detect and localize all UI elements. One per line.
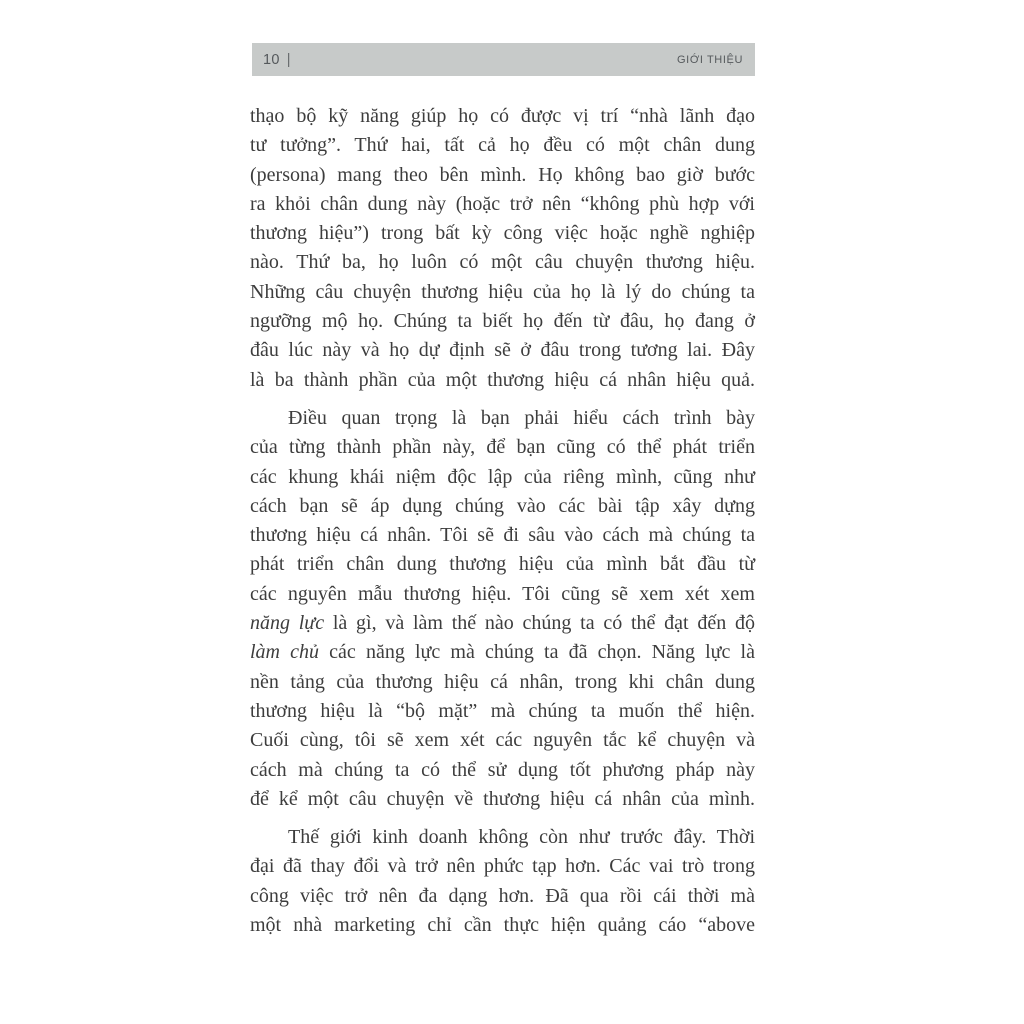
- text-segment: thạo bộ kỹ năng giúp họ có được vị trí “nhà lãnh đạo: [250, 105, 755, 127]
- text-line: [250, 278, 755, 307]
- text-line: [250, 823, 755, 852]
- text-segment: cách bạn sẽ áp dụng chúng vào các bài tập xây dựng: [250, 494, 755, 517]
- text-line: [250, 366, 755, 395]
- text-line: [250, 609, 755, 638]
- text-segment: ra khỏi chân dung này (hoặc trở nên “không phù hợp với: [250, 192, 755, 215]
- text-segment: các nguyên mẫu thương hiệu. Tôi cũng sẽ xem xét xem: [250, 582, 755, 605]
- section-title: GIỚI THIỆU: [677, 53, 743, 66]
- text-segment: tư tưởng”. Thứ hai, tất cả họ đều có một chân dung: [250, 134, 755, 157]
- page-header-bar: [252, 43, 755, 76]
- text-segment: Cuối cùng, tôi sẽ xem xét các nguyên tắc kể chuyện và: [250, 729, 755, 752]
- text-line: [250, 668, 755, 697]
- pinked-edge-decoration: [252, 76, 755, 81]
- text-segment: công việc trở nên đa dạng hơn. Đã qua rồi cái thời mà: [250, 884, 755, 907]
- header-left-group: [263, 52, 291, 68]
- text-segment: nào. Thứ ba, họ luôn có một câu chuyện thương hiệu.: [250, 251, 755, 274]
- text-segment: của từng thành phần này, để bạn cũng có thể phát triển: [250, 436, 755, 459]
- text-segment: Những câu chuyện thương hiệu của họ là lý do chúng ta: [250, 280, 755, 303]
- text-line: [250, 463, 755, 492]
- paragraph: [250, 102, 755, 395]
- text-line: [250, 190, 755, 219]
- text-line: [250, 697, 755, 726]
- page-number: 10: [263, 51, 280, 68]
- text-line: [250, 307, 755, 336]
- header-separator: |: [286, 51, 291, 68]
- text-segment: thương hiệu là “bộ mặt” mà chúng ta muốn thể hiện.: [250, 699, 755, 722]
- text-line: [250, 102, 755, 131]
- text-segment: cách mà chúng ta có thể sử dụng tốt phương pháp này: [250, 758, 755, 781]
- text-line: [250, 785, 755, 814]
- text-segment: các năng lực mà chúng ta đã chọn. Năng lực là: [319, 641, 755, 664]
- text-segment: nền tảng của thương hiệu cá nhân, trong khi chân dung: [250, 670, 755, 693]
- emphasized-text: năng lực: [250, 612, 325, 635]
- text-segment: Điều quan trọng là bạn phải hiểu cách trình bày: [288, 406, 755, 429]
- paragraph: [250, 404, 755, 814]
- text-line: [250, 336, 755, 365]
- text-line: [250, 521, 755, 550]
- text-segment: đại đã thay đổi và trở nên phức tạp hơn. Các vai trò trong: [250, 855, 755, 878]
- text-line: [250, 580, 755, 609]
- text-line: [250, 550, 755, 579]
- text-segment: đâu lúc này và họ dự định sẽ ở đâu trong tương lai. Đây: [250, 339, 755, 362]
- text-line: [250, 404, 755, 433]
- text-column: [250, 102, 755, 940]
- text-segment: thương hiệu cá nhân. Tôi sẽ đi sâu vào cách mà chúng ta: [250, 524, 755, 547]
- text-segment: một nhà marketing chỉ cần thực hiện quảng cáo “above: [250, 914, 755, 937]
- text-line: [250, 756, 755, 785]
- text-segment: phát triển chân dung thương hiệu của mình bắt đầu từ: [250, 553, 755, 576]
- text-segment: ngưỡng mộ họ. Chúng ta biết họ đến từ đâu, họ đang ở: [250, 310, 755, 333]
- text-line: [250, 161, 755, 190]
- text-line: [250, 248, 755, 277]
- text-segment: (persona) mang theo bên mình. Họ không bao giờ bước: [250, 163, 755, 186]
- text-line: [250, 433, 755, 462]
- text-line: [250, 131, 755, 160]
- text-segment: để kể một câu chuyện về thương hiệu cá nhân của mình.: [250, 787, 755, 810]
- text-segment: Thế giới kinh doanh không còn như trước đây. Thời: [288, 826, 755, 849]
- text-line: [250, 852, 755, 881]
- emphasized-text: làm chủ: [250, 641, 320, 664]
- text-segment: là gì, và làm thế nào chúng ta có thể đạt đến độ: [324, 612, 756, 635]
- paragraph: [250, 823, 755, 940]
- text-line: [250, 492, 755, 521]
- text-line: [250, 219, 755, 248]
- text-segment: là ba thành phần của một thương hiệu cá nhân hiệu quả.: [250, 368, 755, 391]
- text-line: [250, 726, 755, 755]
- text-segment: thương hiệu”) trong bất kỳ công việc hoặc nghề nghiệp: [250, 222, 755, 245]
- text-segment: các khung khái niệm độc lập của riêng mình, cũng như: [250, 465, 755, 488]
- text-line: [250, 638, 755, 667]
- text-line: [250, 882, 755, 911]
- text-line: [250, 911, 755, 940]
